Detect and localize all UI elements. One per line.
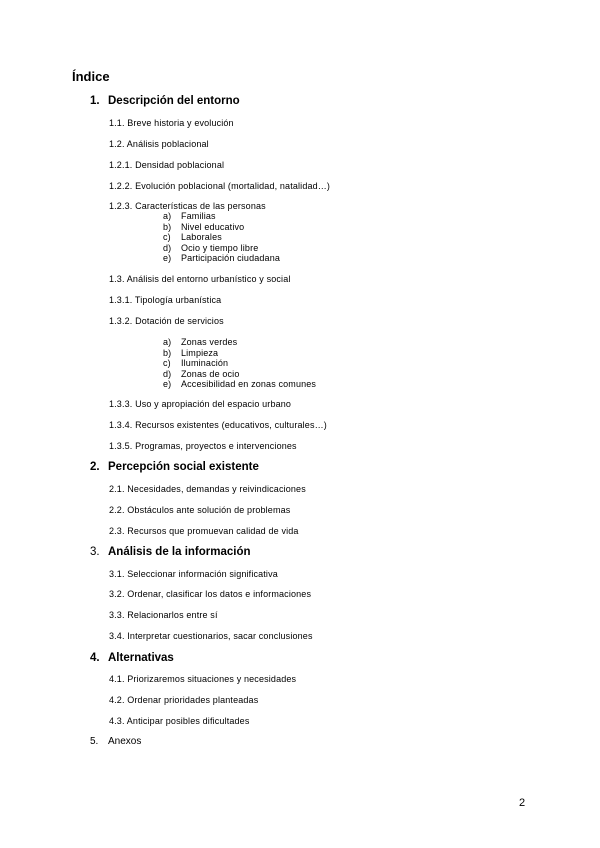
toc-entry: 1.1. Breve historia y evolución <box>109 118 234 128</box>
sub-list-personas <box>163 211 363 264</box>
toc-entry: 1.3.2. Dotación de servicios <box>109 316 224 326</box>
section-number: 2. <box>90 461 100 473</box>
list-item: d) Ocio y tiempo libre <box>163 242 259 253</box>
section-label: Percepción social existente <box>108 461 259 473</box>
list-item: e) Participación ciudadana <box>163 253 281 263</box>
toc-entry: 1.2.2. Evolución poblacional (mortalidad, natalidad…) <box>109 181 331 191</box>
toc-entry: 1.3.4. Recursos existentes (educativos, culturales…) <box>109 420 327 430</box>
page-number: 2 <box>519 797 526 809</box>
toc-entry: 1.2. Análisis poblacional <box>109 139 209 149</box>
toc-entry: 2.1. Necesidades, demandas y reivindicaciones <box>109 484 306 494</box>
list-item: b) Nivel educativo <box>163 221 245 232</box>
page-title: Índice <box>72 69 110 84</box>
section-heading-2 <box>90 461 390 475</box>
toc-entry: 1.2.1. Densidad poblacional <box>109 160 225 170</box>
toc-entry: 1.2.3. Características de las personas <box>109 201 266 211</box>
list-item: c) Iluminación <box>163 358 229 368</box>
list-item: e) Accesibilidad en zonas comunes <box>163 379 317 389</box>
section-heading-1 <box>90 95 390 109</box>
toc-entry: 4.3. Anticipar posibles dificultades <box>109 716 250 726</box>
toc-entry: 3.1. Seleccionar información significativa <box>109 569 278 579</box>
section-label: Descripción del entorno <box>108 95 240 107</box>
section-number: 3. <box>90 546 100 558</box>
list-item: d) Zonas de ocio <box>163 368 240 379</box>
toc-entry: 3.2. Ordenar, clasificar los datos e informaciones <box>109 589 312 599</box>
toc-entry: 1.3.3. Uso y apropiación del espacio urbano <box>109 399 292 409</box>
toc-entry: 2.3. Recursos que promuevan calidad de vida <box>109 526 299 536</box>
toc-entry: 1.3. Análisis del entorno urbanístico y social <box>109 274 291 284</box>
toc-entry: 1.3.5. Programas, proyectos e intervenciones <box>109 441 297 451</box>
toc-entry: 4.2. Ordenar prioridades planteadas <box>109 695 259 705</box>
toc-entry: 1.3.1. Tipología urbanística <box>109 295 222 305</box>
list-item: b) Limpieza <box>163 347 219 358</box>
section-label: Análisis de la información <box>108 546 251 558</box>
section-label: Alternativas <box>108 652 174 664</box>
list-item: a) Familias <box>163 211 216 221</box>
section-heading-4 <box>90 652 390 666</box>
toc-entry: 2.2. Obstáculos ante solución de problemas <box>109 505 291 515</box>
toc-entry: 4.1. Priorizaremos situaciones y necesidades <box>109 674 297 684</box>
list-item: c) Laborales <box>163 232 222 242</box>
section-heading-5 <box>90 736 390 750</box>
toc-entry: 3.3. Relacionarlos entre sí <box>109 610 218 620</box>
section-number: 1. <box>90 95 100 107</box>
section-heading-3 <box>90 546 390 560</box>
sub-list-servicios <box>163 337 383 390</box>
toc-entry: 3.4. Interpretar cuestionarios, sacar conclusiones <box>109 631 313 641</box>
section-number: 5. <box>90 736 99 747</box>
section-number: 4. <box>90 652 100 664</box>
list-item: a) Zonas verdes <box>163 337 238 347</box>
section-label: Anexos <box>108 736 142 747</box>
